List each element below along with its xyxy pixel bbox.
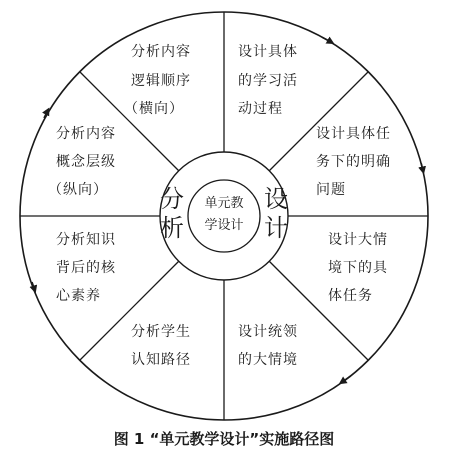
segment-line: 动过程 bbox=[238, 101, 283, 117]
segment-lower-left bbox=[56, 231, 116, 304]
segment-bottom-right bbox=[238, 323, 298, 368]
segment-top-left bbox=[124, 43, 191, 117]
segment-bottom-left bbox=[131, 323, 191, 368]
inner-ring bbox=[188, 180, 260, 252]
segment-upper-right bbox=[316, 125, 391, 198]
segment-top-right bbox=[238, 43, 298, 117]
segment-line: 心素养 bbox=[56, 288, 101, 304]
segment-line: （纵向） bbox=[48, 182, 108, 198]
segment-line: 分析内容 bbox=[131, 44, 191, 60]
design-char-1: 设 bbox=[264, 185, 288, 213]
segment-line: 分析内容 bbox=[56, 126, 116, 142]
segment-line: 认知路径 bbox=[131, 352, 191, 368]
segment-line: 逻辑顺序 bbox=[131, 73, 191, 89]
segment-line: 设计具体任 bbox=[316, 126, 391, 142]
segment-line: 背后的核 bbox=[56, 260, 116, 276]
arrow-top-right bbox=[322, 37, 331, 42]
segment-line: 的学习活 bbox=[238, 73, 298, 89]
segment-line: 概念层级 bbox=[56, 154, 116, 170]
segment-line: 设计具体 bbox=[238, 44, 298, 60]
analyze-char-1: 分 bbox=[160, 185, 184, 213]
design-char-2: 计 bbox=[264, 214, 288, 242]
segment-lower-right bbox=[328, 231, 388, 304]
segment-line: 分析学生 bbox=[131, 324, 191, 340]
segment-line: 的大情境 bbox=[238, 352, 298, 368]
segment-line: 设计大情 bbox=[328, 232, 388, 248]
analyze-char-2: 析 bbox=[160, 214, 184, 242]
segment-line: 设计统领 bbox=[238, 324, 298, 340]
segment-line: 体任务 bbox=[328, 288, 373, 304]
figure-caption: 图 1 “单元教学设计”实施路径图 bbox=[113, 430, 335, 448]
arrow-right bbox=[421, 163, 423, 170]
arrow-bottom-right bbox=[342, 376, 351, 382]
segment-line: 境下的具 bbox=[328, 260, 388, 276]
center-line-1: 单元教 bbox=[204, 196, 244, 211]
segment-line: 问题 bbox=[316, 182, 346, 198]
segment-line: 务下的明确 bbox=[316, 154, 391, 170]
segment-line: （横向） bbox=[124, 101, 184, 117]
center-line-2: 学设计 bbox=[204, 218, 244, 233]
segment-upper-left bbox=[48, 125, 116, 198]
segment-line: 分析知识 bbox=[56, 232, 116, 248]
